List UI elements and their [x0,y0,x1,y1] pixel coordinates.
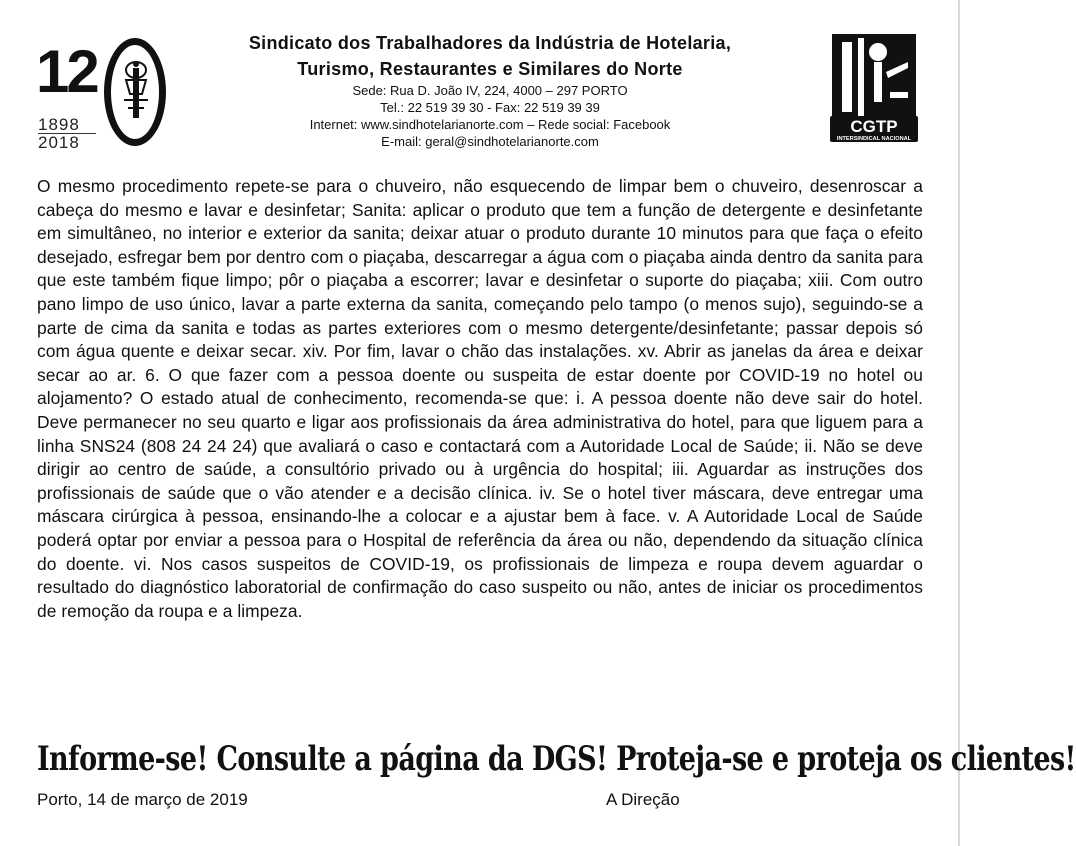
slogan-heading: Informe-se! Consulte a página da DGS! Proteja-se e proteja os clientes! [37,740,1076,779]
cgtp-logo-icon [828,32,920,144]
body-paragraph: O mesmo procedimento repete-se para o chuveiro, não esquecendo de limpar bem o chuveiro, desenroscar a cabeça do mesmo e lavar e desinfetar; Sanita: aplicar o produto que tem a função de detergente e desinfetante em simultâneo, no interior e exterior da sanita; deixar atuar o produto durante 10 minutos para que faça o efeito desejado, esfregar bem por dentro com o piaçaba, descarregar a água com o piaçaba ainda dentro da sanita para que este também fique limpo; pôr o piaçaba a escorrer; lavar e desinfetar o suporte do piaçaba; xiii. Com outro pano limpo de uso único, lavar a parte externa da sanita, começando pelo tampo (o menos sujo), seguindo-se a parte de cima da sanita e todas as partes exteriores com o mesmo detergente/desinfetante; passar depois só com água quente e deixar secar. xiv. Por fim, lavar o chão das instalações. xv. Abrir as janelas da área e deixar secar ao ar. 6. O que fazer com a pessoa doente ou suspeita de estar doente por COVID-19 no hotel ou alojamento? O estado atual de conhecimento, recomenda-se que: i. A pessoa doente não deve sair do hotel. Deve permanecer no seu quarto e ligar aos profissionais da área administrativa do hotel, para que liguem para a linha SNS24 (808 24 24 24) que avaliará o caso e contactará com a Autoridade Local de Saúde; ii. Não se deve dirigir ao centro de saúde, a consultório privado ou à urgência do hospital; iii. Aguardar as instruções dos profissionais de saúde que o vão atender e a decisão clínica. iv. Se o hotel tiver máscara, deve entregar uma máscara cirúrgica à pessoa, ensinando-lhe a colocar e a ajustar bem à face. v. A Autoridade Local de Saúde poderá optar por enviar a pessoa para o Hospital de referência da área ou não, dependendo da situação clínica do doente. vi. Nos casos suspeitos de COVID-19, os profissionais de limpeza e roupa devem aguardar o resultado do diagnóstico laboratorial de confirmação do caso suspeito ou não, antes de iniciar os procedimentos de remoção da roupa e a limpeza. [37,176,923,621]
org-internet: Internet: www.sindhotelarianorte.com – Rede social: Facebook [309,117,671,132]
logo-years [38,116,96,151]
org-phone: Tel.: 22 519 39 30 - Fax: 22 519 39 39 [380,100,600,115]
cgtp-logo-subtext: INTERSINDICAL NACIONAL [836,136,912,142]
union-emblem-icon [120,60,152,122]
logo-year-start: 1898 [38,116,96,134]
letterhead [170,30,810,150]
org-email: E-mail: geral@sindhotelarianorte.com [381,134,599,149]
org-address: Sede: Rua D. João IV, 224, 4000 – 297 PORTO [352,83,628,98]
anniversary-logo [30,38,170,158]
cgtp-logo-text: CGTP [850,117,898,136]
logo-number: 12 [36,38,97,105]
org-name-line2: Turismo, Restaurantes e Similares do Norte [297,59,683,79]
place-date: Porto, 14 de março de 2019 [37,790,248,809]
org-name-line1: Sindicato dos Trabalhadores da Indústria de Hotelaria, [248,33,732,53]
logo-year-end: 2018 [38,133,80,152]
signature: A Direção [606,790,680,809]
